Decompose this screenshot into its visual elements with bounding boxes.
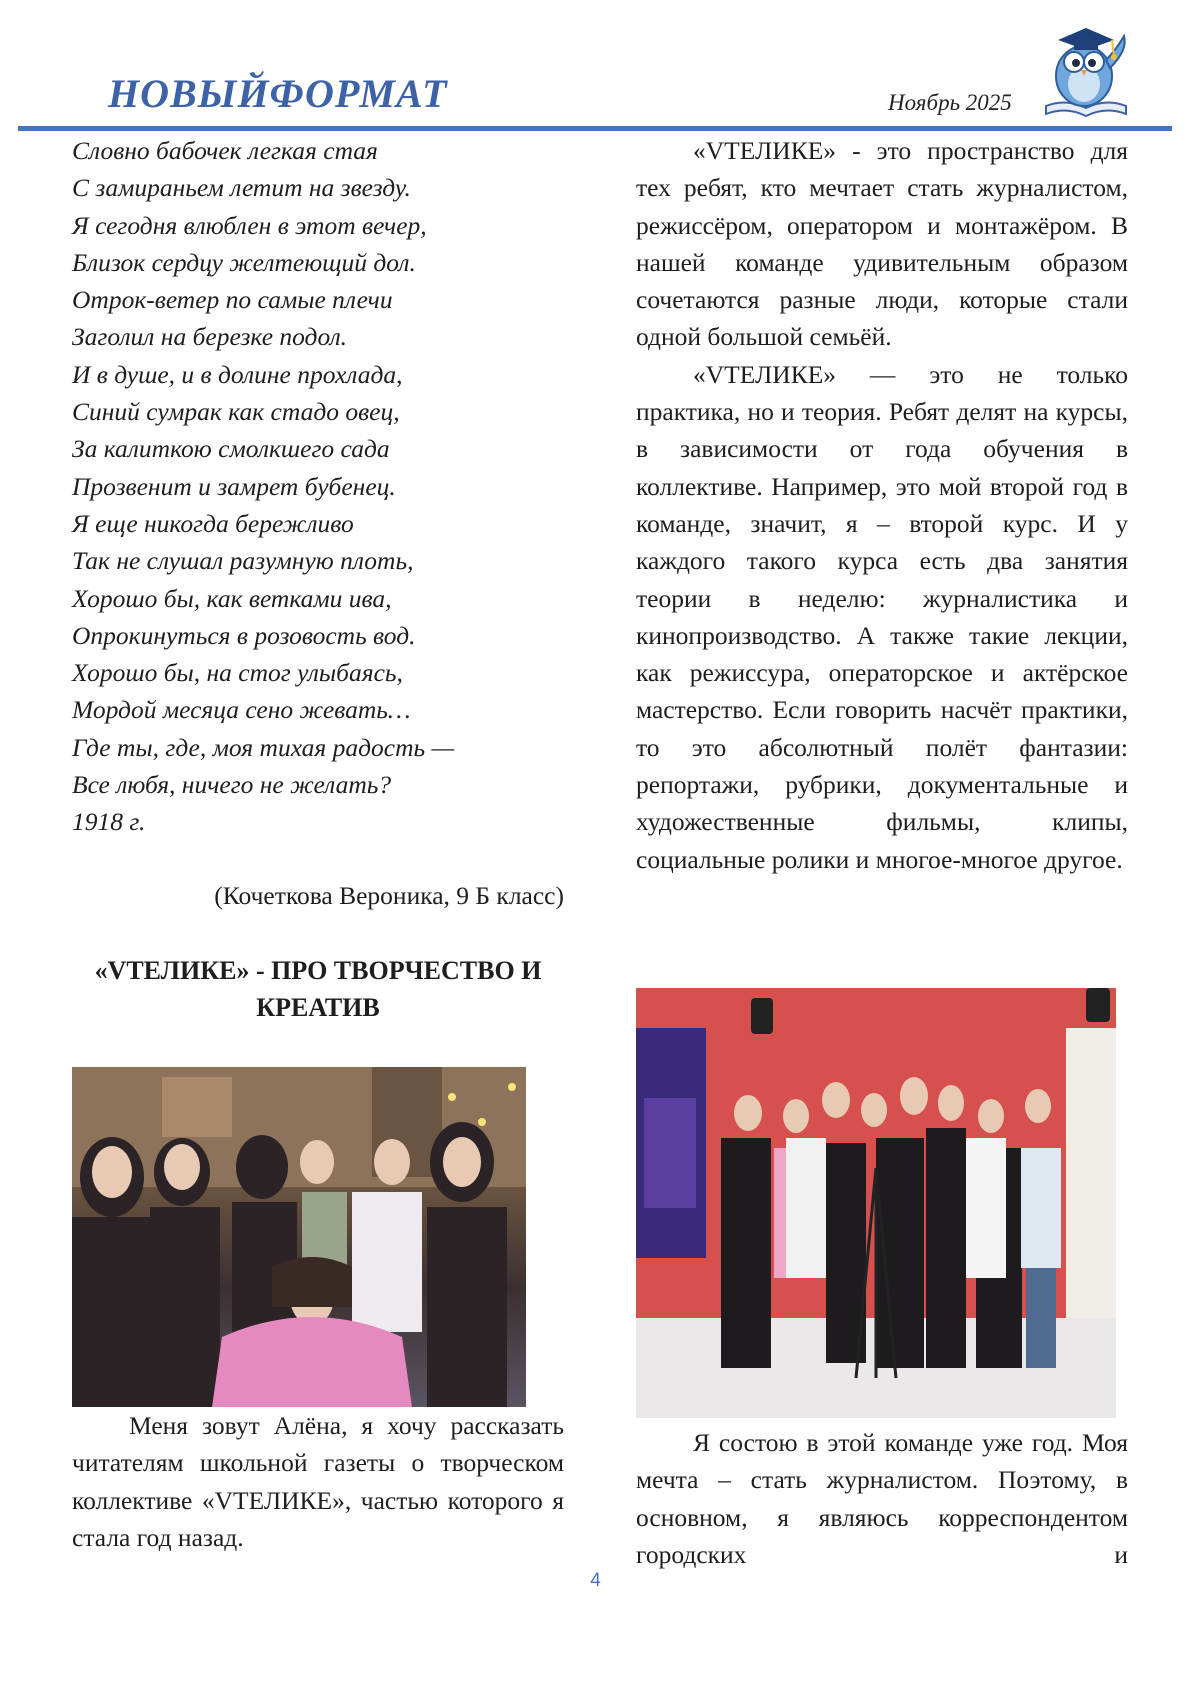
poem-line: Все любя, ничего не желать?: [72, 770, 392, 800]
poem-line: Отрок-ветер по самые плечи: [72, 285, 393, 315]
left-column: [72, 132, 564, 1026]
poem-author-signature: (Кочеткова Вероника, 9 Б класс): [214, 880, 564, 910]
poem-line: Так не слушал разумную плоть,: [72, 546, 414, 576]
poem-line: Прозвенит и замрет бубенец.: [72, 471, 396, 501]
intro-text-block: [72, 1407, 564, 1556]
article-title-line: КРЕАТИВ: [256, 992, 380, 1022]
poem-year: 1918 г.: [72, 807, 146, 837]
header-divider: [18, 126, 1172, 131]
issue-date: Ноябрь 2025: [888, 90, 1012, 115]
poem-line: Где ты, где, моя тихая радость —: [72, 732, 455, 762]
group-photo-illustration: [636, 988, 1116, 1418]
group-photo-studio: [72, 1067, 526, 1407]
group-photo-illustration: [72, 1067, 526, 1407]
group-photo-tv-studio: [636, 988, 1116, 1418]
poem-line: Заголил на березке подол.: [72, 322, 348, 352]
poem: [72, 132, 564, 841]
poem-line: Синий сумрак как стадо овец,: [72, 397, 400, 427]
poem-line: И в душе, и в долине прохлада,: [72, 359, 403, 389]
continuation-text-block: [636, 1424, 1128, 1573]
poem-line: Я еще никогда бережливо: [72, 508, 354, 538]
article-title-line: «VТЕЛИКЕ» - ПРО ТВОРЧЕСТВО И: [94, 955, 542, 985]
right-column: [636, 132, 1128, 878]
poem-line: Словно бабочек легкая стая: [72, 136, 378, 165]
article-intro-paragraph: Меня зовут Алёна, я хочу рассказать читателям школьной газеты о творческом коллективе «VТЕЛИКЕ», частью которого я стала год назад.: [72, 1411, 564, 1552]
poem-line: Хорошо бы, как ветками ива,: [72, 583, 392, 613]
poem-line: С замираньем летит на звезду.: [72, 173, 411, 203]
poem-line: Близок сердцу желтеющий дол.: [72, 247, 416, 277]
owl-graduate-icon: [1040, 10, 1132, 122]
article-paragraph: «VТЕЛИКЕ» - это пространство для тех ребят, кто мечтает стать журналистом, режиссёром, оператором и монтажёром. В нашей команде удивительным образом сочетаются разные люди, которые стали одной большой семьёй.: [636, 136, 1128, 352]
poem-line: Опрокинуться в розовость вод.: [72, 620, 416, 650]
poem-line: Хорошо бы, на стог улыбаясь,: [72, 658, 403, 688]
article-title: [72, 952, 564, 1026]
poem-line: Я сегодня влюблен в этот вечер,: [72, 210, 427, 240]
newspaper-masthead: НОВЫЙФОРМАТ: [108, 71, 448, 116]
article-paragraph: Я состою в этой команде уже год. Моя мечта – стать журналистом. Поэтому, в основном, я являюсь корреспондентом городских и: [636, 1428, 1128, 1569]
article-paragraph: «VТЕЛИКЕ» — это не только практика, но и теория. Ребят делят на курсы, в зависимости от года обучения в коллективе. Например, это мой второй год в команде, значит, я – второй курс. И у каждого такого курса есть два занятия теории в неделю: журналистика и кинопроизводство. А также такие лекции, как режиссура, операторское и актёрское мастерство. Если говорить насчёт практики, то это абсолютный полёт фантазии: репортажи, рубрики, документальные и художественные фильмы, клипы, социальные ролики и многое-многое другое.: [636, 359, 1128, 874]
page-number: 4: [590, 1570, 601, 1591]
poem-line: Мордой месяца сено жевать…: [72, 695, 411, 725]
poem-line: За калиткою смолкшего сада: [72, 434, 390, 464]
